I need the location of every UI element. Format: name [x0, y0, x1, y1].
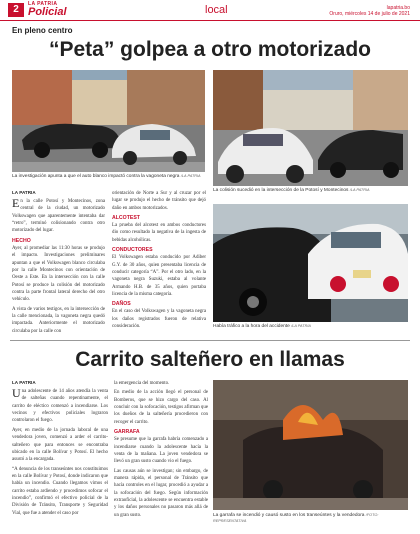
- article2-photo: [213, 380, 408, 510]
- site-url: lapatria.bo: [386, 5, 410, 11]
- brand-bottom: Policial: [28, 6, 67, 18]
- article1-paragraph: El Volkswagen estaba conducido por Adiber G.Y. de 30 años, quien presentaba licencia de conducir categoría “A”. Por el otro lado, en la vagoneta negra Suzuki, estaba al volante Armando H.B. de 35 años, quien portaba licencia de la misma categoría.: [112, 255, 206, 297]
- article2-paragraph: Una adolescente de 14 años atendía la venta de salteñas cuando repentinamente, el carrito de eléctico comenzó a incendiarse. Los vecinos y efectivos policiales lograron controlaron el fuego.: [12, 386, 108, 424]
- article1-column-1: [12, 190, 105, 337]
- caption-credit: /LA PATRIA: [291, 324, 311, 328]
- article1-photo-side-caption: [213, 188, 408, 194]
- article2-paragraph: En medio de la acción llegó el personal de Bomberos, que se hizo cargo del caso. Al concluir con la sofocación, testigos afirman que los dueños de la salteñería procedieron con recoger el carrito.: [114, 390, 208, 425]
- article1-paragraph: orientación de Norte a Sur y al cruzar por el lugar se produjo el hecho de tránsito que dejó daño en ambos motorizados.: [112, 191, 206, 211]
- caption-text: La garrafa se incendió y causó susto en los transeúntes y la vendedora: [213, 513, 365, 518]
- article1-byline: LA PATRIA: [12, 190, 36, 195]
- date-block: [329, 5, 410, 17]
- caption-text: Había tráfico a la hora del accidente: [213, 324, 290, 329]
- article2-column-1: [12, 380, 108, 519]
- article1-photo-traffic: [213, 204, 408, 322]
- article1-subhead: CONDUCTORES: [112, 247, 153, 254]
- article2-paragraph: Las causas aún se investigan; sin embargo, de manera rápida, el personal de Tránsito que hacía controles en el lugar, procedió a ayudar a la sofocación del fuego. Según información extraoficial, la adolescente se encuentra estable y los daños personales no pasaron más allá de un gran susto.: [114, 468, 208, 518]
- article2-paragraph: Se presume que la garrafa habría comenzado a incendiarse cuando la adolescente hacía la venta de la mañana. La joven vendedora se llevó un gran susto cuando vio el fuego.: [114, 437, 208, 465]
- drop-cap: U: [12, 386, 21, 400]
- caption-credit: /LA PATRIA: [349, 188, 370, 192]
- section-brand: [28, 2, 67, 18]
- article1-subhead: HECHO: [12, 237, 31, 244]
- article1-photo-main: [12, 70, 205, 172]
- article1-paragraph: La prueba del alcotest en ambos conductores dio como resultado la negativa de la ingesta de bebidas alcohólicas.: [112, 223, 206, 243]
- article2-subhead: GARRAFA: [114, 429, 140, 436]
- caption-credit: /FOTO: REPRESENTATIVA: [213, 513, 379, 524]
- drop-cap: E: [12, 196, 20, 210]
- article1-headline: “Peta” golpea a otro motorizado: [48, 38, 372, 61]
- section-label: local: [205, 4, 228, 16]
- caption-text: La investigación apunta a que el auto blanco impactó contra la vagoneta negra: [12, 174, 180, 179]
- article1-paragraph: A vista de varios testigos, en la intersección de la calle mencionada, la vagoneta negra quedó impactada. Anteriormente el motorizado circulaba por la calle con: [12, 306, 105, 334]
- article1-subhead: ALCOTEST: [112, 215, 140, 222]
- article1-kicker: En pleno centro: [12, 26, 73, 35]
- article2-paragraph: la emergencia del momento.: [114, 381, 170, 386]
- article1-paragraph: En el caso del Volkswagen y la vagoneta negra los daños registrados fueron de relativa consideración.: [112, 309, 206, 330]
- page-header: [0, 0, 420, 21]
- article2-photo-caption: [213, 513, 408, 526]
- article2-byline: LA PATRIA: [12, 380, 36, 385]
- caption-text: La colisión sucedió en la intersección de la Potosí y Montecinos: [213, 188, 349, 193]
- article1-photo-side: [213, 70, 408, 186]
- article2-column-2: [114, 380, 208, 521]
- article2-headline: Carrito salteñero en llamas: [75, 348, 345, 371]
- article2-paragraph: Ayer, en medio de la jornada laboral de una vendedora joven, comenzó a arder el carrito-salteñero que para entonces se encontraba ubicado en la calle Bolívar y Potosí. El hecho asustó a la encargada.: [12, 427, 108, 463]
- article1-paragraph: En la calle Potosí y Montecinos, zona central de la ciudad, un motorizado Volkswagen que aparentemente intentaba dar “retro”, terminó colisionando contra otro motorizado del lugar.: [12, 196, 105, 234]
- article1-paragraph: Ayer, al promediar las 11:30 horas se produjo el impacto. Investigaciones preliminares apuntan a que el Volkswagen blanco circulaba por la calle Montecinos con orientación de Oeste a Este. En la intersección con la calle Potosí se produce la colisión del motorizado contra la parte frontal lateral derecho del otro vehículo.: [12, 245, 105, 303]
- article2-paragraph: “A denuncia de los transeúntes nos constituimos en la calle Bolívar y Potosí, donde indicaron que había un incendio. Cuando llegamos vimos el carrito estaba ardiendo y procedimos sofocar el incendio”, confirmó el efectivo policial de la División de Tránsito, Transporte y Seguridad Vial, que fue a atender el caso por: [12, 466, 108, 516]
- article1-photo-main-caption: [12, 174, 205, 180]
- article-divider: [10, 340, 410, 341]
- article1-subhead: DAÑOS: [112, 301, 131, 308]
- article1-column-2: [112, 190, 206, 332]
- issue-date: Oruro, miércoles 14 de julio de 2021: [329, 11, 410, 17]
- page-number: 2: [8, 3, 24, 17]
- brand-top: LA PATRIA: [28, 1, 58, 7]
- caption-credit: /LA PATRIA: [180, 174, 201, 178]
- article1-photo-traffic-caption: [213, 324, 408, 330]
